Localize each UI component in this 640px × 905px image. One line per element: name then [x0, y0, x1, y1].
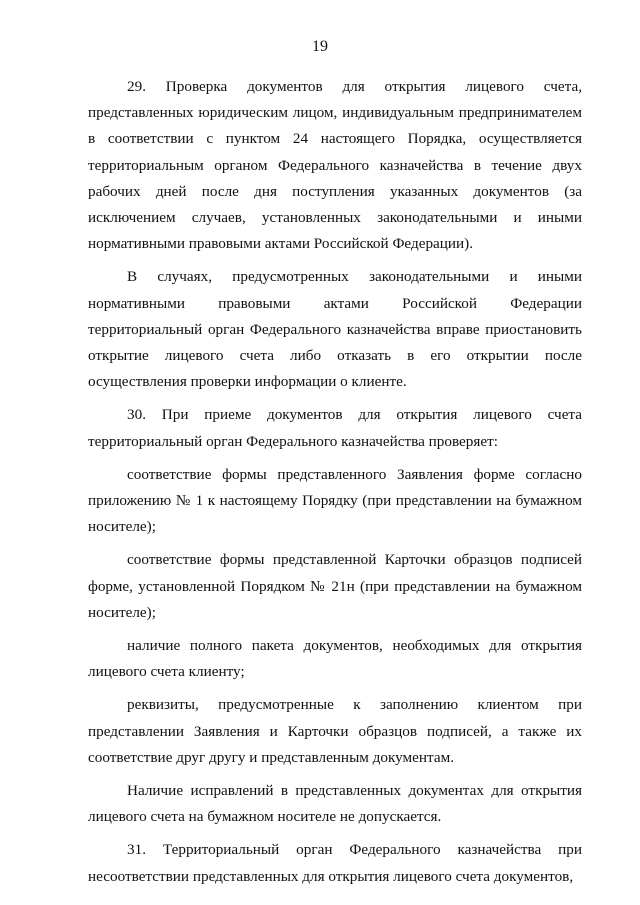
paragraph-suspension: В случаях, предусмотренных законодательными и иными нормативными правовыми актами Российской Федерации территориальный орган Федерального казначейства вправе приостановить открытие лицевого счета либо отказать в его открытии после осуществления проверки информации о клиенте. [88, 268, 582, 391]
paragraph-30: 30. При приеме документов для открытия лицевого счета территориальный орган Федерального казначейства проверяет: [88, 406, 582, 450]
document-body [88, 74, 582, 897]
check-item-requisites: реквизиты, предусмотренные к заполнению клиентом при представлении Заявления и Карточки образцов подписей, а также их соответствие друг другу и представленным документам. [88, 696, 582, 766]
check-item-document-package: наличие полного пакета документов, необходимых для открытия лицевого счета клиенту; [88, 637, 582, 681]
check-item-signature-card-form: соответствие формы представленной Карточки образцов подписей форме, установленной Порядком № 21н (при представлении на бумажном носителе); [88, 551, 582, 621]
check-item-application-form: соответствие формы представленного Заявления форме согласно приложению № 1 к настоящему Порядку (при представлении на бумажном носителе); [88, 465, 582, 536]
paragraph-31: 31. Территориальный орган Федерального казначейства при несоответствии представленных для открытия лицевого счета документов, [88, 841, 582, 885]
page-number: 19 [312, 38, 328, 55]
paragraph-no-corrections: Наличие исправлений в представленных документах для открытия лицевого счета на бумажном носителе не допускается. [88, 782, 582, 826]
paragraph-29: 29. Проверка документов для открытия лицевого счета, представленных юридическим лицом, индивидуальным предпринимателем в соответствии с пунктом 24 настоящего Порядка, осуществляется территориальным органом Федерального казначейства в течение двух рабочих дней после дня поступления указанных документов (за исключением случаев, установленных законодательными и иными нормативными правовыми актами Российской Федерации). [88, 78, 582, 253]
